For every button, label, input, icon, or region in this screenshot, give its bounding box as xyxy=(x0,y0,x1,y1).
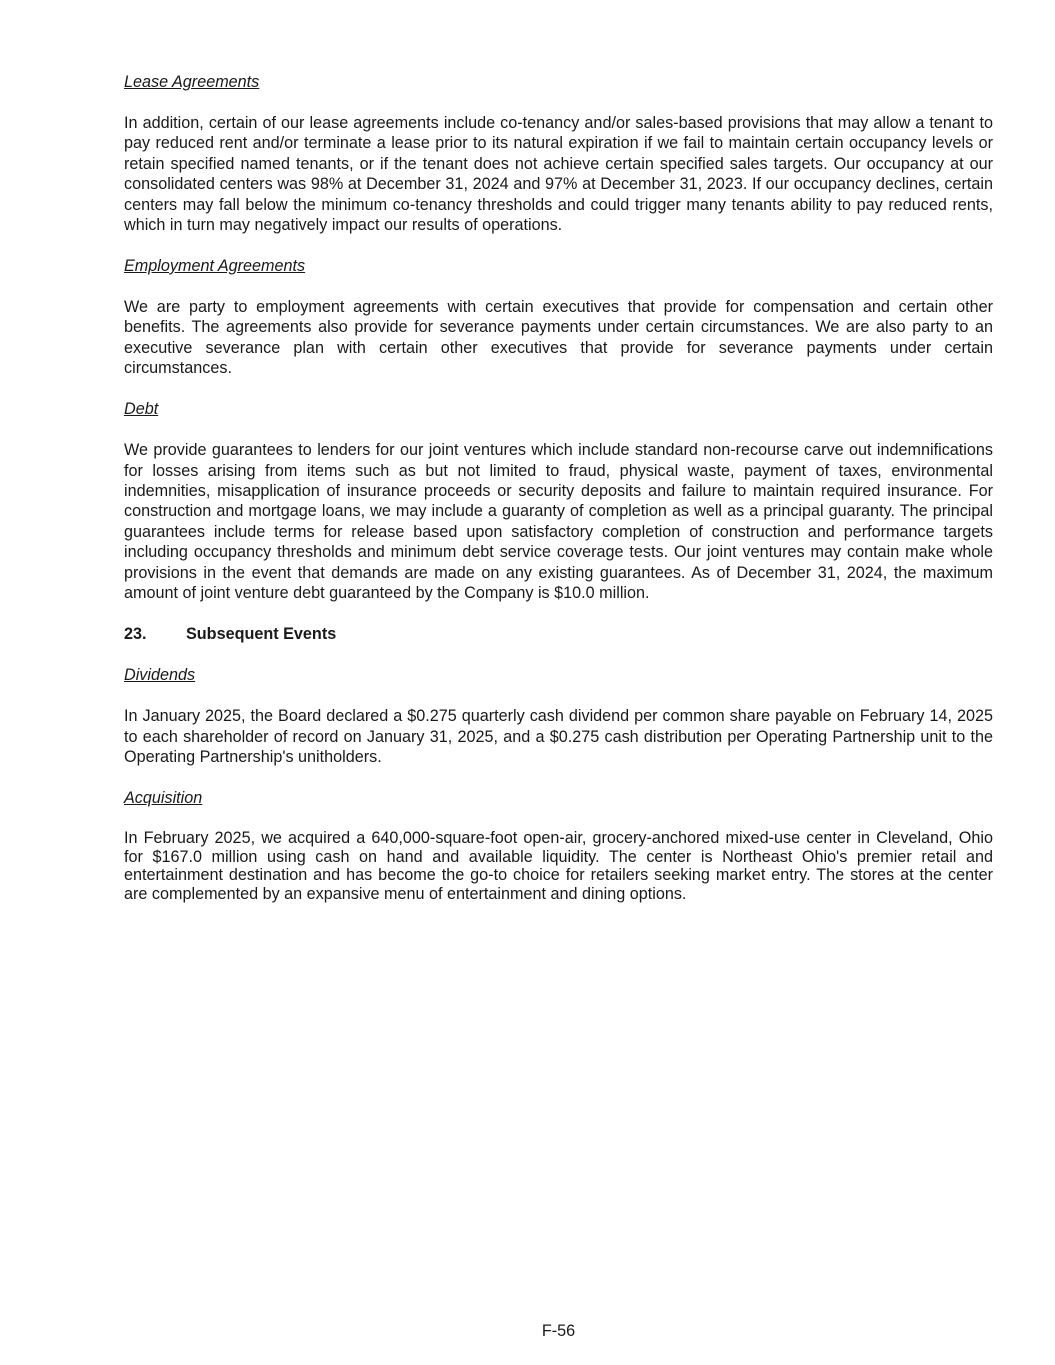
debt-heading: Debt xyxy=(124,400,159,419)
lease-agreements-heading: Lease Agreements xyxy=(124,73,260,91)
document-page xyxy=(124,72,993,924)
acquisition-heading: Acquisition xyxy=(124,788,203,807)
lease-agreements-paragraph: In addition, certain of our lease agreements include co-tenancy and/or sales-based provisions that may allow a tenant to pay reduced rent and/or terminate a lease prior to its natural expiration if we fail to maintain certain occupancy levels or retain specified named tenants, or if the tenant does not achieve certain specified sales targets. Our occupancy at our consolidated centers was 98% at December 31, 2024 and 97% at December 31, 2023. If our occupancy declines, certain centers may fall below the minimum co-tenancy thresholds and could trigger many tenants ability to pay reduced rents, which in turn may negatively impact our results of operations. xyxy=(124,114,993,235)
section-title: Subsequent Events xyxy=(186,625,337,644)
acquisition-paragraph: In February 2025, we acquired a 640,000-square-foot open-air, grocery-anchored mixed-use center in Cleveland, Ohio for $167.0 million using cash on hand and available liquidity. The center is Northeast Ohio's premier retail and entertainment destination and has become the go-to choice for retailers seeking market entry. The stores at the center are complemented by an expansive menu of entertainment and dining options. xyxy=(124,828,993,903)
debt-paragraph: We provide guarantees to lenders for our joint ventures which include standard non-recourse carve out indemnifications for losses arising from items such as but not limited to fraud, physical waste, payment of taxes, environmental indemnities, misapplication of insurance proceeds or security deposits and failure to maintain required insurance. For construction and mortgage loans, we may include a guaranty of completion as well as a principal guaranty. The principal guarantees include terms for release based upon satisfactory completion of construction and performance targets including occupancy thresholds and minimum debt service coverage tests. Our joint ventures may contain make whole provisions in the event that demands are made on any existing guarantees. As of December 31, 2024, the maximum amount of joint venture debt guaranteed by the Company is $10.0 million. xyxy=(124,441,993,603)
employment-agreements-paragraph: We are party to employment agreements with certain executives that provide for compensation and certain other benefits. The agreements also provide for severance payments under certain circumstances. We are also party to an executive severance plan with certain other executives that provide for severance payments under certain circumstances. xyxy=(124,298,993,378)
section-number: 23. xyxy=(124,625,147,644)
employment-agreements-heading: Employment Agreements xyxy=(124,257,306,276)
page-number: F-56 xyxy=(541,1322,576,1340)
subsequent-events-heading xyxy=(124,624,993,644)
dividends-heading: Dividends xyxy=(124,666,196,685)
dividends-paragraph: In January 2025, the Board declared a $0.275 quarterly cash dividend per common share payable on February 14, 2025 to each shareholder of record on January 31, 2025, and a $0.275 cash distribution per Operating Partnership unit to the Operating Partnership's unitholders. xyxy=(124,707,993,766)
